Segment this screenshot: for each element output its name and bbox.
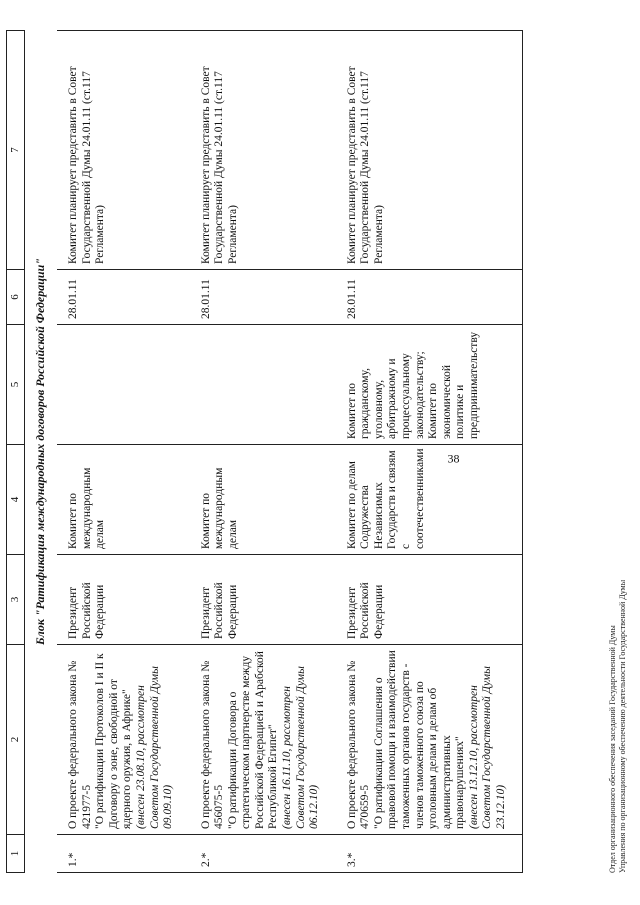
responsible-committee: Комитет по международным делам <box>190 445 336 555</box>
date: 28.01.11 <box>57 270 190 325</box>
page-number: 38 <box>447 451 460 466</box>
col-header-1: 1 <box>7 835 25 873</box>
responsible-committee: Комитет по делам Содружества Независимых Государств и связям с соотечественниками <box>336 445 523 555</box>
bill-title: О проекте федерального закона № 470659-5 <box>345 660 372 829</box>
bill-description <box>190 645 336 835</box>
bill-note: (внесен 16.11.10, рассмотрен Советом Государственной Думы 06.12.10) <box>281 666 321 829</box>
co-committee <box>57 325 190 445</box>
bill-author: Президент Российской Федерации <box>336 555 523 645</box>
plan: Комитет планирует представить в Совет Государственной Думы 24.01.11 (ст.117 Регламента) <box>190 31 336 270</box>
date: 28.01.11 <box>190 270 336 325</box>
row-number: 3.* <box>336 835 523 873</box>
footer-line-2: Управления по организационному обеспечению деятельности Государственной Думы <box>618 579 628 873</box>
bill-title: О проекте федерального закона № 456075-5 <box>199 660 226 829</box>
bill-subject: "О ратификации Соглашения о правовой помощи и взаимодействии таможенных органов государств - членов таможенного союза по уголовным делам и делам об административных правонарушениях" <box>372 650 467 829</box>
bill-note: (внесен 13.12.10, рассмотрен Советом Государственной Думы 23.12.10) <box>467 666 507 829</box>
bill-note: (внесен 23.08.10, рассмотрен Советом Государственной Думы 09.09.10) <box>134 666 175 829</box>
plan: Комитет планирует представить в Совет Государственной Думы 24.01.11 (ст.117 Регламента) <box>336 31 523 270</box>
bill-subject: "О ратификации Протоколов I и II к Договору о зоне, свободной от ядерного оружия, в Африке" <box>94 653 134 829</box>
footer-line-1: Отдел организационного обеспечения заседаний Государственной Думы <box>608 625 617 873</box>
col-header-3: 3 <box>7 555 25 645</box>
bill-title: О проекте федерального закона № 421977-5 <box>67 660 93 829</box>
table-row <box>336 31 523 873</box>
table-row <box>57 31 190 873</box>
date: 28.01.11 <box>336 270 523 325</box>
co-committee: Комитет по гражданскому, уголовному, арбитражному и процессуальному законодательству; Комитет по экономической политике и предпринимательству <box>336 325 523 445</box>
block-title: Блок "Ратификация международных договоров Российской Федерации" <box>32 258 47 645</box>
footer <box>608 580 629 873</box>
col-header-6: 6 <box>7 270 25 325</box>
co-committee <box>190 325 336 445</box>
bill-author: Президент Российской Федерации <box>57 555 190 645</box>
responsible-committee: Комитет по международным делам <box>57 445 190 555</box>
bill-subject: "О ратификации Договора о стратегическом партнерстве между Российской Федерацией и Арабской Республикой Египет" <box>226 651 280 829</box>
row-number: 2.* <box>190 835 336 873</box>
bill-description <box>336 645 523 835</box>
plan: Комитет планирует представить в Совет Государственной Думы 24.01.11 (ст.117 Регламента) <box>57 31 190 270</box>
col-header-5: 5 <box>7 325 25 445</box>
row-number: 1.* <box>57 835 190 873</box>
register-table <box>6 30 523 873</box>
bill-author: Президент Российской Федерации <box>190 555 336 645</box>
bill-description <box>57 645 190 835</box>
header-row <box>7 31 25 873</box>
col-header-2: 2 <box>7 645 25 835</box>
col-header-7: 7 <box>7 31 25 270</box>
table-row <box>190 31 336 873</box>
block-title-row <box>24 31 57 873</box>
col-header-4: 4 <box>7 445 25 555</box>
